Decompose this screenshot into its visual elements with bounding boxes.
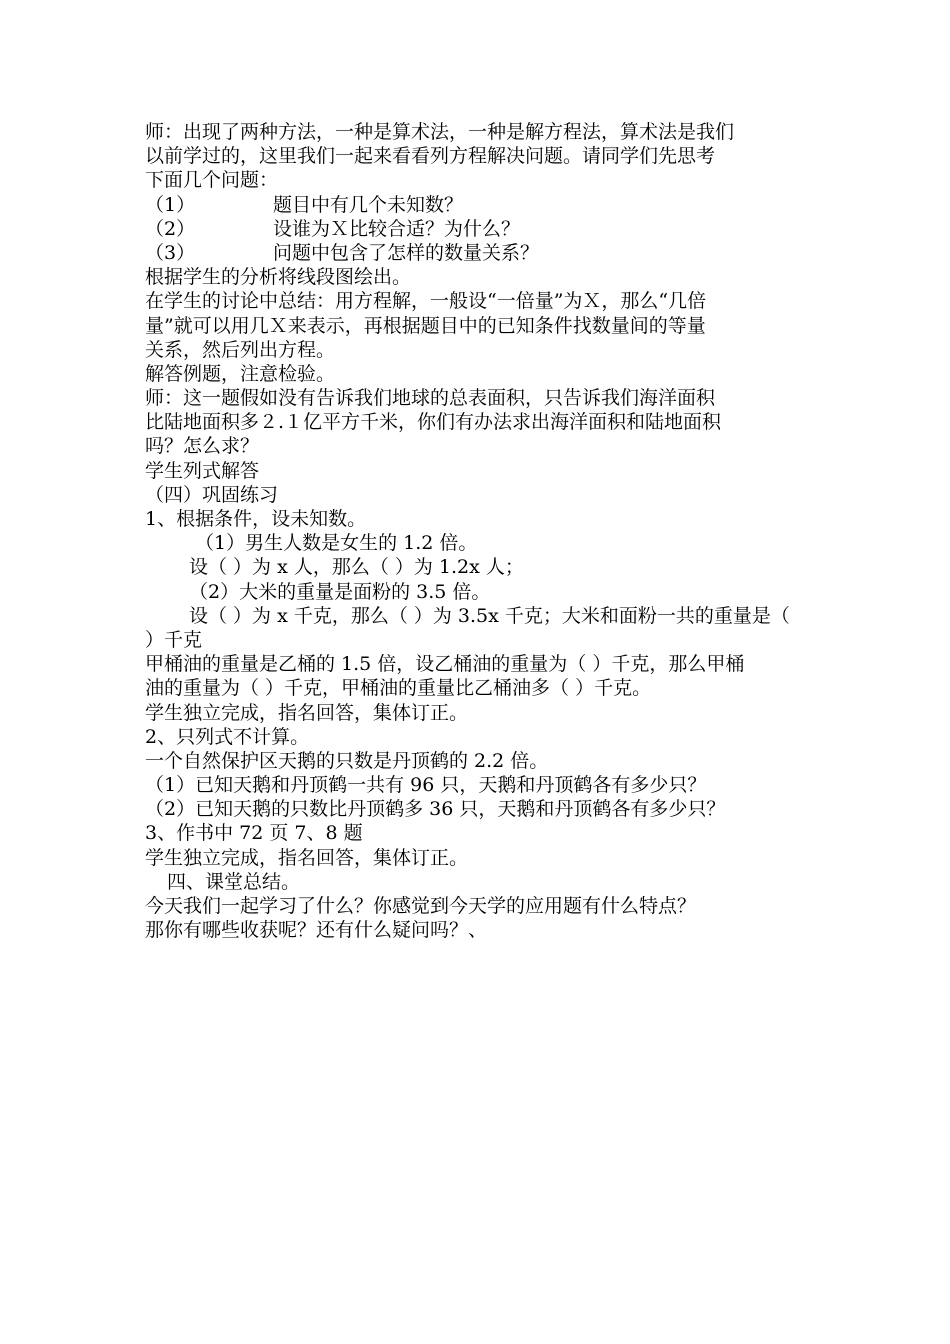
paragraph-independent-work-2: 学生独立完成，指名回答，集体订正。 [145,846,469,869]
exercise-1-item-1: （1）男生人数是女生的 1.2 倍。 [195,532,478,555]
exercise-1-item-2: （2）大米的重量是面粉的 3.5 倍。 [189,580,491,603]
exercise-2-item-1: （1）已知天鹅和丹顶鹤一共有 96 只，天鹅和丹顶鹤各有多少只？ [145,774,707,797]
paragraph-independent-work: 学生独立完成，指名回答，集体订正。 [145,701,469,724]
paragraph-summary-line3: 关系，然后列出方程。 [145,338,336,361]
question-number: （2） [145,217,196,240]
exercise-1-item-2-answer-line1: 设（ ）为 x 千克，那么（ ）为 3.5x 千克；大米和面粉一共的重量是（ [189,604,790,627]
section-heading-summary: 四、课堂总结。 [167,870,301,893]
exercise-1-item-3-line2: 油的重量为（ ）千克，甲桶油的重量比乙桶油多（ ）千克。 [145,677,652,700]
paragraph-summary-question-line1: 今天我们一起学习了什么？你感觉到今天学的应用题有什么特点？ [145,895,697,917]
paragraph-teacher-question-line1: 师：这一题假如没有告诉我们地球的总表面积，只告诉我们海洋面积 [145,387,716,410]
exercise-heading-2: 2、只列式不计算。 [145,725,310,748]
exercise-1-item-2-answer-line2: ）千克 [145,628,203,651]
exercise-1-item-1-answer: 设（ ）为 x 人，那么（ ）为 1.2x 人； [189,556,524,579]
exercise-heading-1: 1、根据条件，设未知数。 [145,508,367,530]
exercise-1-item-3-line1: 甲桶油的重量是乙桶的 1.5 倍，设乙桶油的重量为（ ）千克，那么甲桶 [145,653,745,676]
paragraph-summary-question-line2: 那你有哪些收获呢？还有什么疑问吗？、 [145,919,488,942]
paragraph-teacher-question-line3: 吗？怎么求？ [145,435,260,458]
question-text: 设谁为Ｘ比较合适？为什么？ [273,217,521,240]
question-text: 问题中包含了怎样的数量关系？ [273,241,540,264]
question-item-3 [145,241,813,265]
section-heading-practice: （四）巩固练习 [145,483,279,506]
exercise-heading-3: 3、作书中 72 页 7、8 题 [145,822,363,845]
paragraph-teacher-question-line2: 比陆地面积多２.１亿平方千米，你们有办法求出海洋面积和陆地面积 [145,411,722,434]
question-text: 题目中有几个未知数？ [273,193,464,216]
document-body [145,120,813,942]
exercise-2-item-2: （2）已知天鹅的只数比丹顶鹤多 36 只，天鹅和丹顶鹤各有多少只？ [145,798,726,821]
paragraph-teacher-intro-line2: 以前学过的，这里我们一起来看看列方程解决问题。请同学们先思考 [145,145,716,168]
question-item-1 [145,193,813,217]
paragraph-teacher-intro-line3: 下面几个问题： [145,169,279,192]
question-item-2 [145,217,813,241]
paragraph-summary-line1: 在学生的讨论中总结：用方程解，一般设“一倍量”为Ｘ，那么“几倍 [145,290,707,313]
question-number: （3） [145,241,196,264]
paragraph-solve-example: 解答例题，注意检验。 [145,362,336,385]
paragraph-summary-line2: 量”就可以用几Ｘ来表示，再根据题目中的已知条件找数量间的等量 [145,314,706,337]
paragraph-line-diagram: 根据学生的分析将线段图绘出。 [145,266,412,289]
paragraph-teacher-intro-line1: 师：出现了两种方法，一种是算术法，一种是解方程法，算术法是我们 [145,121,735,143]
exercise-2-premise: 一个自然保护区天鹅的只数是丹顶鹤的 2.2 倍。 [145,749,549,772]
question-number: （1） [145,193,196,216]
paragraph-student-answer: 学生列式解答 [145,459,260,482]
